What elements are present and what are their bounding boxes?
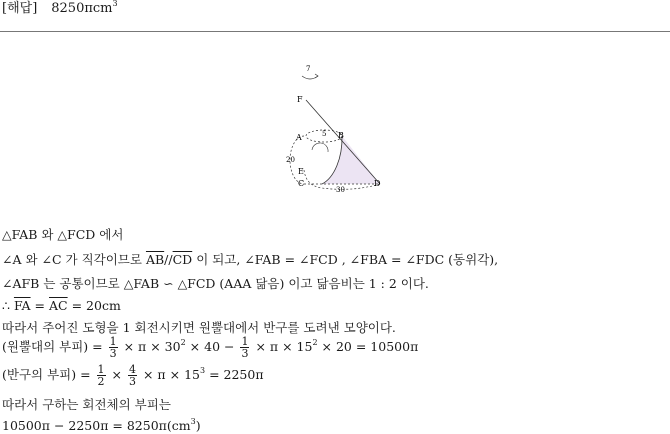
line9-text-b: ) [195, 418, 201, 433]
parallel-sign: // [164, 252, 173, 267]
solution-line-3 [2, 276, 429, 292]
fraction-1-2: $\frac{1}{2}$ [97, 363, 105, 388]
solution-line-6 [2, 336, 418, 359]
exp-3-final: 3 [190, 417, 196, 426]
fraction-1-3-a: $\frac{1}{3}$ [109, 335, 117, 360]
line7-text-d: = 2250π [209, 367, 264, 382]
fraction-4-3: $\frac{4}{3}$ [129, 363, 136, 388]
exp-2-a: 2 [180, 338, 186, 347]
segment-fa: $\overline{FA}$ [13, 298, 31, 313]
line6-text-e: × 20 = 10500π [321, 339, 419, 354]
solution-line-2 [2, 252, 498, 268]
rotation-figure [282, 60, 390, 200]
label-b: B [338, 131, 344, 140]
line6-text-d: × π × 15 [255, 339, 313, 354]
label-c: C [298, 179, 305, 188]
solution-line-5 [2, 320, 396, 336]
line2-text-b: 이 되고, ∠FAB = ∠FCD , ∠FBA = ∠FDC (동위각), [196, 252, 499, 267]
label-e: E [298, 167, 304, 176]
segment-cd: $\overline{CD}$ [172, 252, 193, 267]
line5-text: 따라서 주어진 도형을 1 회전시키면 원뿔대에서 반구를 도려낸 모양이다. [2, 320, 396, 335]
rotation-arrowhead [315, 74, 318, 78]
line7-text-c: × π × 15 [142, 367, 200, 382]
fraction-1-3-b: $\frac{1}{3}$ [241, 335, 249, 360]
therefore-sign: ∴ [2, 298, 10, 313]
frustum-volume-label: (원뿔대의 부피) = [2, 339, 103, 354]
inner-arc [312, 143, 328, 152]
exp-2-b: 2 [312, 338, 318, 347]
answer-header [2, 0, 118, 18]
label-20: 20 [286, 156, 295, 164]
solution-line-7 [2, 364, 264, 387]
label-d: D [374, 179, 381, 188]
label-7: 7 [306, 65, 311, 73]
line6-text-c: × 40 − [189, 339, 235, 354]
times-sign: × [111, 367, 123, 382]
segment-ab: $\overline{AB}$ [145, 252, 165, 267]
label-ab-length: 5 [322, 130, 327, 138]
solution-line-4 [2, 298, 121, 314]
line9-text-a: 10500π − 2250π = 8250π(cm [2, 418, 191, 433]
answer-value: 8250πcm [51, 1, 113, 16]
line4-text-b: = 20cm [71, 298, 121, 313]
answer-label: [해답] [2, 1, 38, 16]
line6-text-b: × π × 30 [123, 339, 181, 354]
line3-text: ∠AFB 는 공통이므로 △FAB ∽ △FCD (AAA 닮음) 이고 닮음비는 1 : 2 이다. [2, 276, 429, 291]
equals-sign: = [34, 298, 46, 313]
label-a: A [296, 133, 302, 142]
solution-line-8 [2, 397, 171, 413]
answer-exponent: 3 [112, 0, 118, 8]
label-f: F [297, 95, 303, 104]
line1-text: △FAB 와 △FCD 에서 [2, 227, 124, 242]
segment-ac: $\overline{AC}$ [49, 298, 68, 313]
hemisphere-volume-label: (반구의 부피) = [2, 367, 91, 382]
line8-text: 따라서 구하는 회전체의 부피는 [2, 397, 171, 412]
solution-line-9 [2, 418, 201, 434]
exp-3: 3 [199, 366, 206, 375]
divider-line [0, 31, 670, 32]
solution-line-1 [2, 227, 123, 243]
label-30: 30 [336, 186, 345, 194]
line2-text-a: ∠A 와 ∠C 가 직각이므로 [2, 252, 142, 267]
